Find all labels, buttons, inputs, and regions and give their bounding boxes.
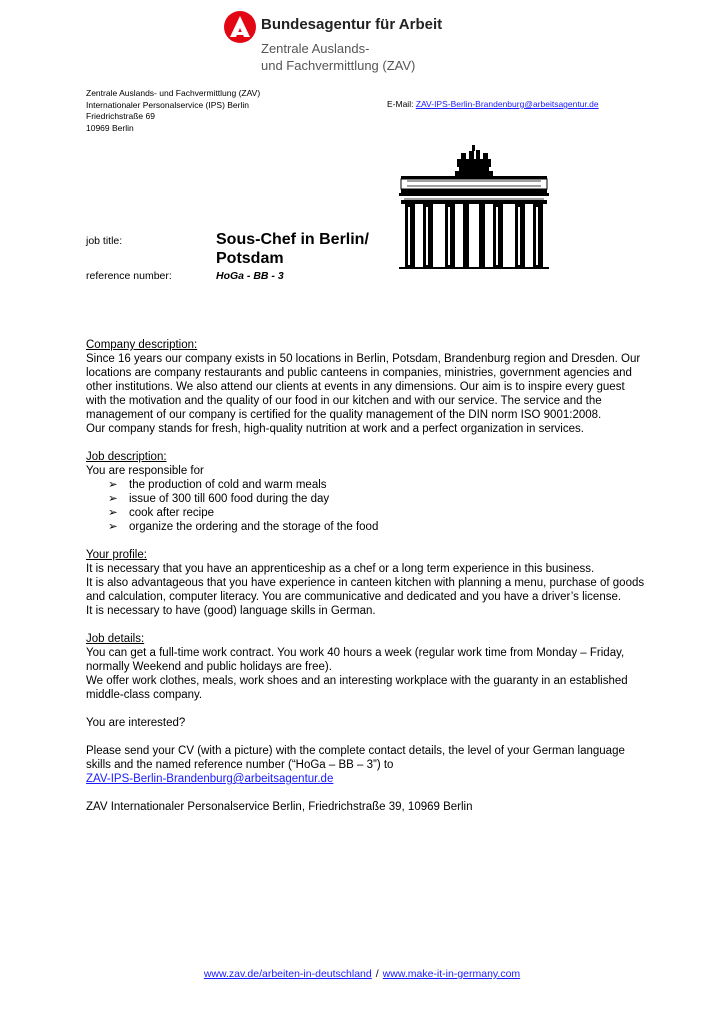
sender-email — [387, 99, 599, 109]
sender-line-4: 10969 Berlin — [86, 122, 134, 133]
arrow-bullet-icon: ➢ — [108, 521, 118, 533]
sender-address — [86, 88, 260, 134]
ba-logo-icon — [223, 10, 257, 44]
job-posting-body — [86, 338, 646, 814]
list-item: ➢ cook after recipe — [108, 507, 215, 519]
list-item: ➢ issue of 300 till 600 food during the day — [108, 493, 330, 505]
company-heading: Company description: — [86, 339, 198, 351]
responsibility-list — [86, 478, 646, 534]
company-text: Since 16 years our company exists in 50 locations in Berlin, Potsdam, Brandenburg region and Dresden. Our locations are company restaurants and public canteens in companies, ministries, government agencies and other institutions. We also attend our clients at events in any dimensions. Our aim is to inspire every guest with the motivation and the quality of our food in our kitchen and with our service. The service and the management of our company is certified for the quality management of the DIN norm ISO 9001:2008. — [86, 353, 641, 421]
job-description-intro: You are responsible for — [86, 465, 204, 477]
job-description-heading: Job description: — [86, 451, 167, 463]
email-label: E-Mail: — [387, 99, 416, 109]
reference-number: HoGa - BB - 3 — [216, 270, 284, 282]
brandenburg-gate-icon — [399, 145, 549, 270]
job-details-heading: Job details: — [86, 633, 145, 645]
list-item: ➢ organize the ordering and the storage of the food — [108, 521, 379, 533]
job-title-label: job title: — [86, 235, 123, 247]
sender-email-link[interactable]: ZAV-IPS-Berlin-Brandenburg@arbeitsagentur.de — [415, 99, 599, 109]
profile-text-3: It is necessary to have (good) language skills in German. — [86, 605, 376, 617]
list-item: ➢ the production of cold and warm meals — [108, 479, 327, 491]
org-subtitle-2: und Fachvermittlung (ZAV) — [261, 58, 416, 73]
arrow-bullet-icon: ➢ — [108, 479, 118, 491]
job-title — [216, 230, 396, 268]
application-instructions: Please send your CV (with a picture) with the complete contact details, the level of your German language skills and the named reference number (“HoGa – BB – 3”) to — [86, 745, 625, 771]
sender-line-2: Internationaler Personalservice (IPS) Berlin — [86, 99, 249, 110]
arrow-bullet-icon: ➢ — [108, 507, 118, 519]
arrow-bullet-icon: ➢ — [108, 493, 118, 505]
contact-address: ZAV Internationaler Personalservice Berlin, Friedrichstraße 39, 10969 Berlin — [86, 801, 473, 813]
job-details-text-2: We offer work clothes, meals, work shoes and an interesting workplace with the guaranty in an established middle-class company. — [86, 675, 628, 701]
profile-text-1: It is necessary that you have an apprenticeship as a chef or a long term experience in this business. — [86, 563, 595, 575]
interested-question: You are interested? — [86, 717, 186, 729]
zav-website-link[interactable]: www.zav.de/arbeiten-in-deutschland — [203, 968, 372, 980]
job-title-line-1: Sous-Chef in Berlin/ — [216, 231, 369, 248]
footer-separator: / — [375, 968, 379, 980]
sender-line-1: Zentrale Auslands- und Fachvermittlung (ZAV) — [86, 88, 261, 98]
make-it-in-germany-link[interactable]: www.make-it-in-germany.com — [382, 968, 521, 980]
sender-line-3: Friedrichstraße 69 — [86, 111, 155, 121]
profile-heading: Your profile: — [86, 549, 147, 561]
company-text-2: Our company stands for fresh, high-quality nutrition at work and a perfect organization in services. — [86, 423, 584, 435]
org-subtitle-1: Zentrale Auslands- — [261, 41, 370, 56]
job-title-line-2: Potsdam — [216, 250, 284, 267]
profile-text-2: It is also advantageous that you have experience in canteen kitchen with planning a menu, purchase of goods and calculation, computer literacy. You are communicative and dedicated and you have a driver’s license. — [86, 577, 645, 603]
footer-links — [0, 968, 724, 980]
org-name: Bundesagentur für Arbeit — [261, 16, 443, 33]
job-details-text-1: You can get a full-time work contract. You work 40 hours a week (regular work time from Monday – Friday, normally Weekend and public holidays are free). — [86, 647, 625, 673]
reference-number-label: reference number: — [86, 270, 172, 282]
application-email-link[interactable]: ZAV-IPS-Berlin-Brandenburg@arbeitsagentur.de — [86, 773, 334, 785]
